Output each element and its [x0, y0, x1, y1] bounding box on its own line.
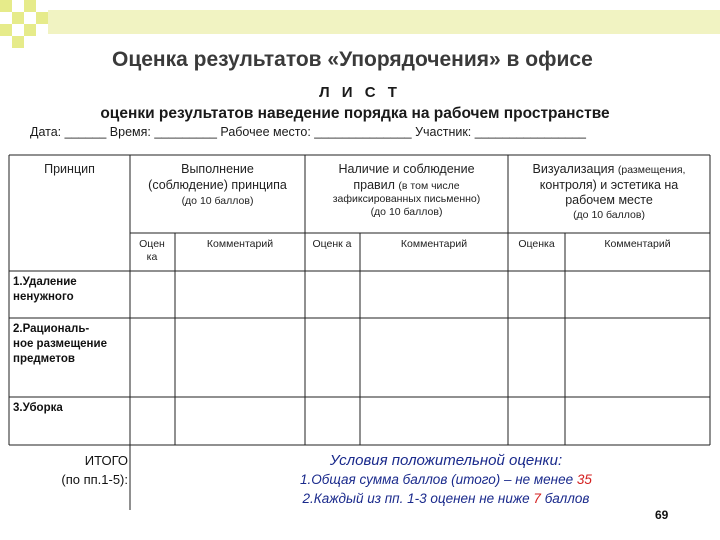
- conditions-heading: Условия положительной оценки:: [329, 452, 563, 469]
- page-title: Оценка результатов «Упорядочения» в офисе: [112, 48, 593, 71]
- header-rules: Наличие и соблюдение правил (в том числе зафиксированных письменно) (до 10 баллов): [332, 162, 481, 219]
- decorative-header-pattern: [0, 0, 720, 50]
- subheader-score-rules: Оценк а: [312, 238, 352, 250]
- total-label: ИТОГО (по пп.1-5):: [61, 453, 128, 487]
- condition-each-value: 7: [533, 491, 541, 506]
- page-number: 69: [655, 508, 669, 522]
- row-label-cleaning: 3.Уборка: [13, 402, 63, 414]
- header-execution: Выполнение (соблюдение) принципа (до 10 баллов): [148, 162, 287, 208]
- sheet-label: Л И С Т: [319, 84, 401, 101]
- subheader-comment-rules: Комментарий: [400, 238, 468, 250]
- sheet-subtitle: оценки результатов наведение порядка на рабочем пространстве: [100, 105, 610, 122]
- row-label-removal: 1.Удаление ненужного: [13, 276, 77, 303]
- subheader-comment-execution: Комментарий: [206, 238, 274, 250]
- subheader-score-visual: Оценка: [518, 238, 555, 250]
- condition-total-value: 35: [576, 472, 592, 487]
- subheader-score-execution: Оцен ка: [139, 238, 165, 264]
- subheader-comment-visual: Комментарий: [604, 238, 671, 250]
- row-label-placement: 2.Рациональ-ное размещение предметов: [13, 323, 107, 365]
- header-visualization: Визуализация (размещения, контроля) и эстетика на рабочем месте (до 10 баллов): [532, 162, 686, 221]
- condition-total: 1.Общая сумма баллов (итого) – не менее 35: [300, 472, 592, 487]
- condition-each: 2.Каждый из пп. 1-3 оценен не ниже 7 баллов: [302, 491, 590, 506]
- header-principle: Принцип: [44, 162, 95, 176]
- meta-line: Дата: ______ Время: _________ Рабочее место: ______________ Участник: ________________: [30, 125, 586, 139]
